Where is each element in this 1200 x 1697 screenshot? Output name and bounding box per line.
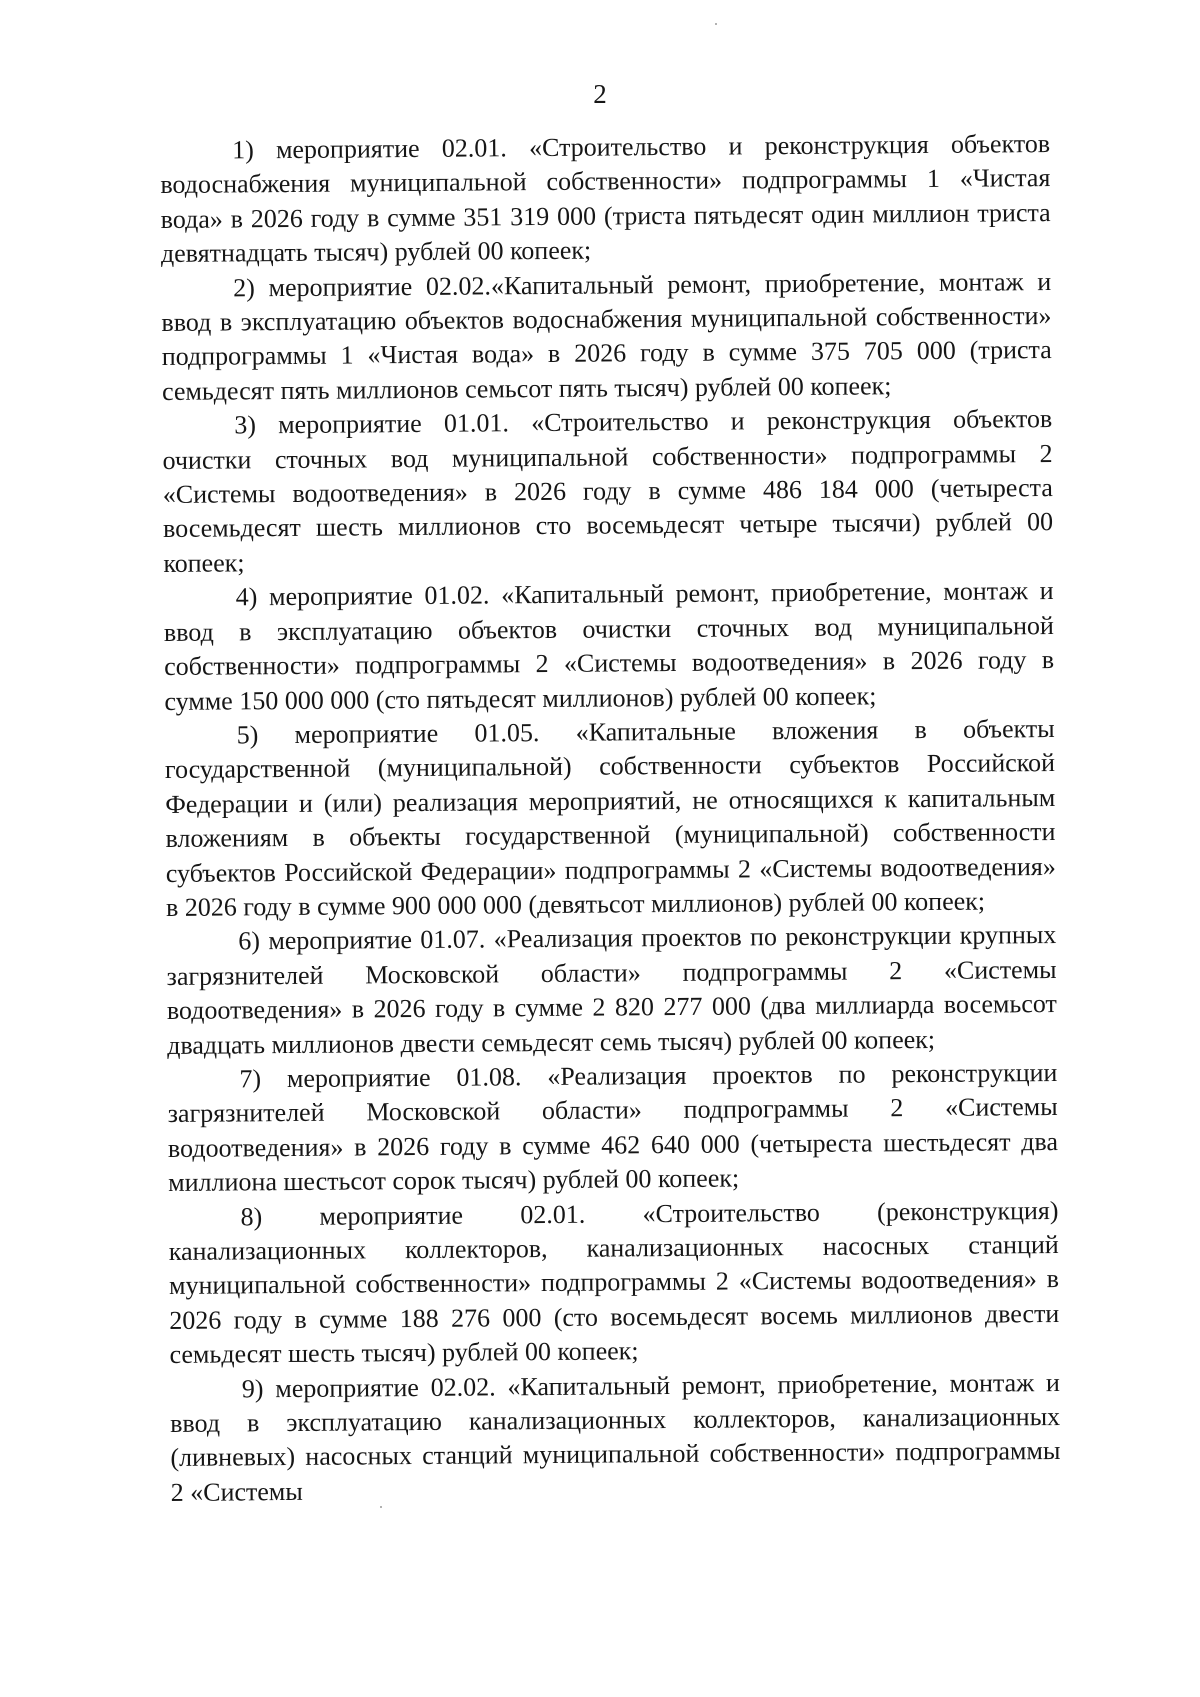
list-item-7: 7) мероприятие 01.08. «Реализация проектов по реконструкции загрязнителей Московской области» подпрограммы 2 «Системы водоотведения» в 2026 году в сумме 462 640 000 (четыреста шестьдесят два миллиона шестьсот сорок тысяч) рублей 00 копеек;	[167, 1057, 1059, 1198]
list-item-1: 1) мероприятие 02.01. «Строительство и реконструкция объектов водоснабжения муниципальной собственности» подпрограммы 1 «Чистая вода» в 2026 году в сумме 351 319 000 (триста пятьдесят один миллион триста девятнадцать тысяч) рублей 00 копеек;	[160, 129, 1051, 269]
document-body	[160, 127, 1061, 1510]
list-item-6: 6) мероприятие 01.07. «Реализация проектов по реконструкции крупных загрязнителей Московской области» подпрограммы 2 «Системы водоотведения» в 2026 году в сумме 2 820 277 000 (два миллиарда восемьсот двадцать миллионов двести семьдесят семь тысяч) рублей 00 копеек;	[166, 920, 1057, 1060]
list-item-2: 2) мероприятие 02.02.«Капитальный ремонт, приобретение, монтаж и ввод в эксплуатацию объектов водоснабжения муниципальной собственности» подпрограммы 1 «Чистая вода» в 2026 году в сумме 375 705 000 (триста семьдесят пять миллионов семьсот пять тысяч) рублей 00 копеек;	[161, 266, 1052, 406]
list-item-9: 9) мероприятие 02.02. «Капитальный ремонт, приобретение, монтаж и ввод в эксплуатацию канализационных коллекторов, канализационных (ливневых) насосных станций муниципальной собственности» подпрограммы 2 «Системы	[170, 1367, 1061, 1507]
list-item-3: 3) мероприятие 01.01. «Строительство и реконструкция объектов очистки сточных вод муниципальной собственности» подпрограммы 2 «Системы водоотведения» в 2026 году в сумме 486 184 000 (четыреста восемьдесят шесть миллионов сто восемьдесят четыре тысячи) рублей 00 копеек;	[162, 404, 1054, 578]
list-item-8: 8) мероприятие 02.01. «Строительство (реконструкция) канализационных коллекторов, канализационных насосных станций муниципальной собственности» подпрограммы 2 «Системы водоотведения» в 2026 году в сумме 188 276 000 (сто восемьдесят восемь миллионов двести семьдесят шесть тысяч) рублей 00 копеек;	[168, 1195, 1060, 1370]
list-item-5: 5) мероприятие 01.05. «Капитальные вложения в объекты государственной (муниципальной) собственности субъектов Российской Федерации и (или) реализация мероприятий, не относящихся к капитальным вложениям в объекты государственной (муниципальной) собственности субъектов Российской Федерации» подпрограммы 2 «Системы водоотведения» в 2026 году в сумме 900 000 000 (девятьсот миллионов) рублей 00 копеек;	[164, 713, 1056, 922]
list-item-4: 4) мероприятие 01.02. «Капитальный ремонт, приобретение, монтаж и ввод в эксплуатацию объектов очистки сточных вод муниципальной собственности» подпрограммы 2 «Системы водоотведения» в 2026 году в сумме 150 000 000 (сто пятьдесят миллионов) рублей 00 копеек;	[163, 576, 1055, 716]
scan-speck	[380, 1506, 382, 1508]
page-number: 2	[593, 79, 607, 109]
scan-speck	[715, 23, 717, 25]
